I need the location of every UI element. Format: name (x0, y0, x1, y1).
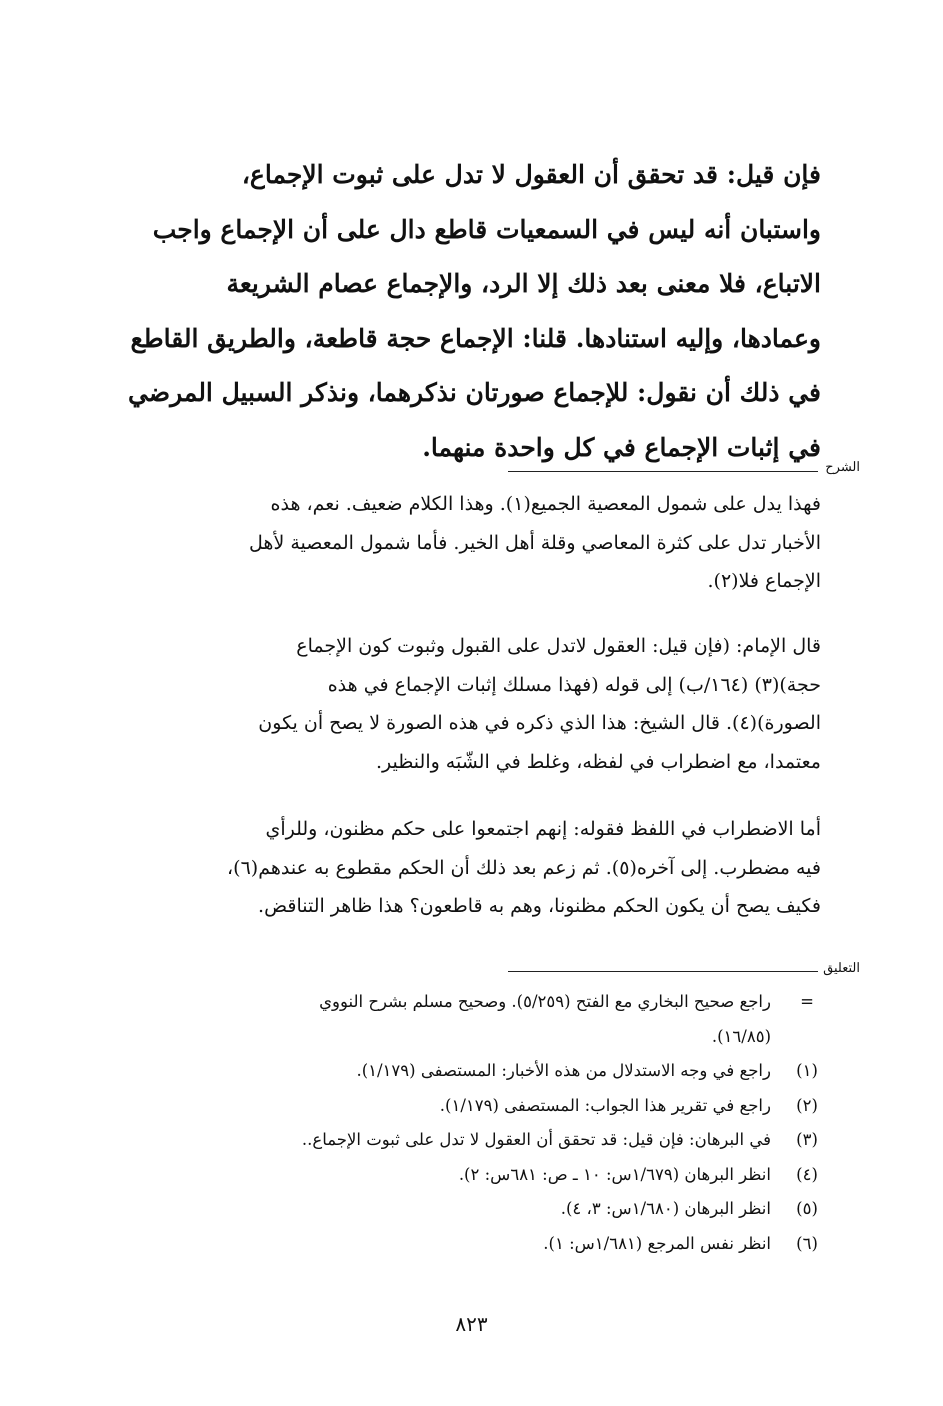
main-line: وعمادها، وإليه استنادها. قلنا: الإجماع حجة قاطعة، والطريق القاطع (130, 323, 821, 353)
taaliq-divider (508, 971, 818, 972)
footnote-text: في البرهان: فإن قيل: قد تحقق أن العقول لا تدل على ثبوت الإجماع.. (301, 1130, 771, 1149)
main-line: الاتباع، فلا معنى بعد ذلك إلا الرد، والإجماع عصام الشريعة (226, 269, 821, 298)
footnote-text: (١٦/٨٥). (711, 1026, 771, 1046)
footnote-number: (٣) (796, 1130, 818, 1149)
main-line: واستبان أنه ليس في السمعيات قاطع دال على أن الإجماع واجب (152, 214, 821, 244)
footnote (105, 1123, 821, 1158)
footnote-number: = (800, 992, 814, 1011)
footnote (105, 1192, 821, 1227)
footnote-number: (١) (796, 1061, 818, 1080)
main-line: في ذلك أن نقول: للإجماع صورتان نذكرهما، ونذكر السبيل المرضي (128, 378, 821, 407)
sharh-divider (508, 471, 818, 472)
footnote-number: (٥) (796, 1199, 818, 1218)
footnote (105, 1089, 821, 1124)
footnote (105, 1158, 821, 1193)
sharh-line: قال الإمام: (فإن قيل: العقول لاتدل على القبول وثبوت كون الإجماع (296, 635, 821, 657)
footnote-text: انظر البرهان (١/٦٧٩س: ١٠ ـ ص: ٦٨١س: ٢). (458, 1164, 771, 1184)
sharh-line: حجة)(٣) (١٦٤/ب) إلى قوله (فهذا مسلك إثبات الإجماع في هذه (327, 673, 821, 696)
main-line: فإن قيل: قد تحقق أن العقول لا تدل على ثبوت الإجماع، (241, 160, 821, 189)
footnote (105, 985, 821, 1020)
footnote-number: (٢) (796, 1095, 818, 1115)
sharh-line: الأخبار تدل على كثرة المعاصي وقلة أهل الخير. فأما شمول المعصية لأهل (249, 531, 821, 554)
sharh-label: الشرح (825, 460, 860, 475)
footnote-text: انظر البرهان (١/٦٨٠س: ٣، ٤). (560, 1199, 771, 1218)
footnote-text: انظر نفس المرجع (١/٦٨١س: ١). (543, 1233, 771, 1253)
footnote-number: (٦) (796, 1233, 818, 1253)
sharh-line: أما الاضطراب في اللفظ فقوله: إنهم اجتمعوا على حكم مظنون، وللرأي (265, 818, 821, 840)
page-number: ٨٢٣ (455, 1312, 488, 1336)
sharh-line: الصورة)(٤). قال الشيخ: هذا الذي ذكره في هذه الصورة لا يصح أن يكون (258, 712, 821, 734)
footnote (105, 1020, 821, 1055)
sharh-paragraph-2 (105, 627, 821, 781)
sharh-line: فهذا يدل على شمول المعصية الجميع(١). وهذا الكلام ضعيف. نعم، هذه (270, 493, 821, 515)
taaliq-label: التعليق (823, 961, 860, 976)
footnotes (105, 985, 821, 1261)
footnote (105, 1054, 821, 1089)
main-line: في إثبات الإجماع في كل واحدة منهما. (422, 432, 821, 462)
sharh-line: معتمدا، مع اضطراب في لفظه، وغلط في الشّبَه والنظير. (375, 750, 821, 773)
sharh-line: الإجماع فلا(٢). (707, 570, 821, 592)
sharh-line: فكيف يصح أن يكون الحكم مظنونا، وهم به قاطعون؟ هذا ظاهر التناقض. (258, 895, 821, 917)
footnote-text: راجع في تقرير هذا الجواب: المستصفى (١/١٧٩). (439, 1095, 771, 1115)
sharh-paragraph-1 (105, 485, 821, 601)
footnote-text: راجع في وجه الاستدلال من هذه الأخبار: المستصفى (١/١٧٩). (356, 1061, 771, 1080)
sharh-paragraph-3 (105, 810, 821, 926)
main-text (105, 148, 821, 475)
footnote (105, 1227, 821, 1262)
sharh-line: فيه مضطرب. إلى آخره(٥). ثم زعم بعد ذلك أن الحكم مقطوع به عندهم(٦)، (227, 856, 821, 879)
footnote-text: راجع صحيح البخاري مع الفتح (٥/٢٥٩). وصحيح مسلم بشرح النووي (319, 992, 771, 1011)
footnote-number: (٤) (796, 1164, 818, 1184)
